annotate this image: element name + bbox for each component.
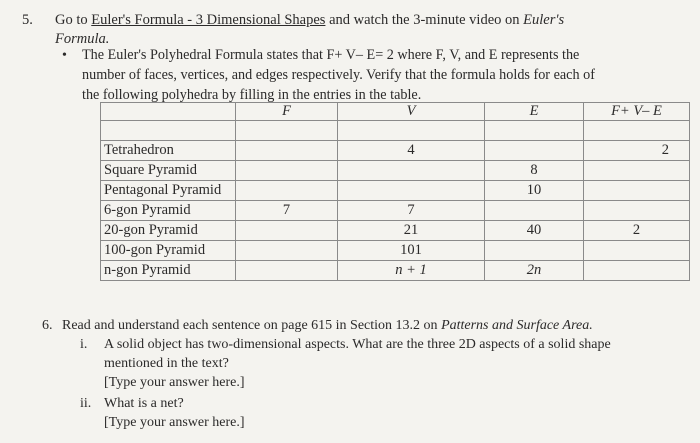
- cell-name: Square Pyramid: [101, 161, 236, 181]
- cell-name: Pentagonal Pyramid: [101, 181, 236, 201]
- cell-v[interactable]: 21: [338, 221, 485, 241]
- question-5-line-1: [55, 12, 564, 29]
- cell-name: 6-gon Pyramid: [101, 201, 236, 221]
- cell-v[interactable]: n + 1: [338, 261, 485, 281]
- question-5-suffix: and watch the 3-minute video on: [325, 12, 524, 28]
- cell-e[interactable]: 2n: [485, 261, 584, 281]
- cell-name: 100-gon Pyramid: [101, 241, 236, 261]
- cell-v[interactable]: [338, 161, 485, 181]
- table-row: [101, 261, 690, 281]
- header-edges: E: [485, 103, 584, 121]
- cell-f[interactable]: [236, 181, 338, 201]
- sub-i-line-1: A solid object has two-dimensional aspects. What are the three 2D aspects of a solid shape: [104, 337, 611, 352]
- cell-result[interactable]: [584, 161, 690, 181]
- cell-v[interactable]: [338, 181, 485, 201]
- cell-e[interactable]: [485, 241, 584, 261]
- header-faces: F: [236, 103, 338, 121]
- cell-e[interactable]: [485, 141, 584, 161]
- sub-i-line-2: mentioned in the text?: [104, 356, 229, 371]
- table-row: [101, 121, 690, 141]
- cell-f[interactable]: [236, 261, 338, 281]
- cell-result[interactable]: 2: [584, 141, 690, 161]
- intro-line-2: number of faces, vertices, and edges respectively. Verify that the formula holds for each of: [82, 67, 595, 83]
- cell-f[interactable]: [236, 221, 338, 241]
- header-vertices: V: [338, 103, 485, 121]
- question-5-line-2: [55, 31, 109, 48]
- intro-line-3: the following polyhedra by filling in the entries in the table.: [82, 87, 422, 103]
- cell-result[interactable]: [584, 261, 690, 281]
- cell-name: n-gon Pyramid: [101, 261, 236, 281]
- question-5-prefix: Go to: [55, 12, 92, 28]
- cell-e[interactable]: 40: [485, 221, 584, 241]
- table-row: [101, 181, 690, 201]
- cell-f[interactable]: 7: [236, 201, 338, 221]
- table-row: [101, 201, 690, 221]
- cell-v[interactable]: 101: [338, 241, 485, 261]
- table-row: [101, 161, 690, 181]
- euler-formula-link[interactable]: Euler's Formula - 3 Dimensional Shapes: [91, 12, 326, 28]
- bullet-dot: •: [62, 48, 67, 63]
- cell-name: 20-gon Pyramid: [101, 221, 236, 241]
- question-6-line: [42, 318, 593, 334]
- cell-result[interactable]: [584, 121, 690, 141]
- sub-i-label: i.: [80, 337, 88, 352]
- cell-name: Tetrahedron: [101, 141, 236, 161]
- cell-e[interactable]: [485, 121, 584, 141]
- cell-e[interactable]: [485, 201, 584, 221]
- table-row: [101, 221, 690, 241]
- table-row: [101, 141, 690, 161]
- cell-v[interactable]: [338, 121, 485, 141]
- cell-e[interactable]: 10: [485, 181, 584, 201]
- cell-result[interactable]: [584, 201, 690, 221]
- polyhedra-table: [100, 102, 690, 281]
- question-6-italic-source: Patterns and Surface Area.: [441, 318, 593, 333]
- table-header-row: [101, 103, 690, 121]
- cell-f[interactable]: [236, 121, 338, 141]
- video-source-italic-1: Euler's: [523, 12, 565, 28]
- question-6-text: Read and understand each sentence on page 615 in Section 13.2 on: [62, 318, 442, 333]
- sub-i-answer-field[interactable]: [Type your answer here.]: [104, 375, 245, 390]
- cell-v[interactable]: 4: [338, 141, 485, 161]
- cell-name[interactable]: [101, 121, 236, 141]
- sub-ii-label: ii.: [80, 396, 92, 411]
- question-5-number: 5.: [22, 12, 33, 28]
- cell-result[interactable]: [584, 181, 690, 201]
- table-row: [101, 241, 690, 261]
- cell-f[interactable]: [236, 141, 338, 161]
- header-blank: [101, 103, 236, 121]
- question-6-number: 6.: [42, 318, 53, 333]
- sub-ii-answer-field[interactable]: [Type your answer here.]: [104, 415, 245, 430]
- cell-result[interactable]: 2: [584, 221, 690, 241]
- cell-f[interactable]: [236, 161, 338, 181]
- intro-line-1: The Euler's Polyhedral Formula states that F+ V– E= 2 where F, V, and E represents the: [82, 47, 580, 63]
- cell-v[interactable]: 7: [338, 201, 485, 221]
- header-formula: F+ V– E: [584, 103, 690, 121]
- sub-ii-text: What is a net?: [104, 396, 184, 411]
- video-source-italic-2: Formula.: [55, 31, 110, 47]
- cell-f[interactable]: [236, 241, 338, 261]
- cell-e[interactable]: 8: [485, 161, 584, 181]
- cell-result[interactable]: [584, 241, 690, 261]
